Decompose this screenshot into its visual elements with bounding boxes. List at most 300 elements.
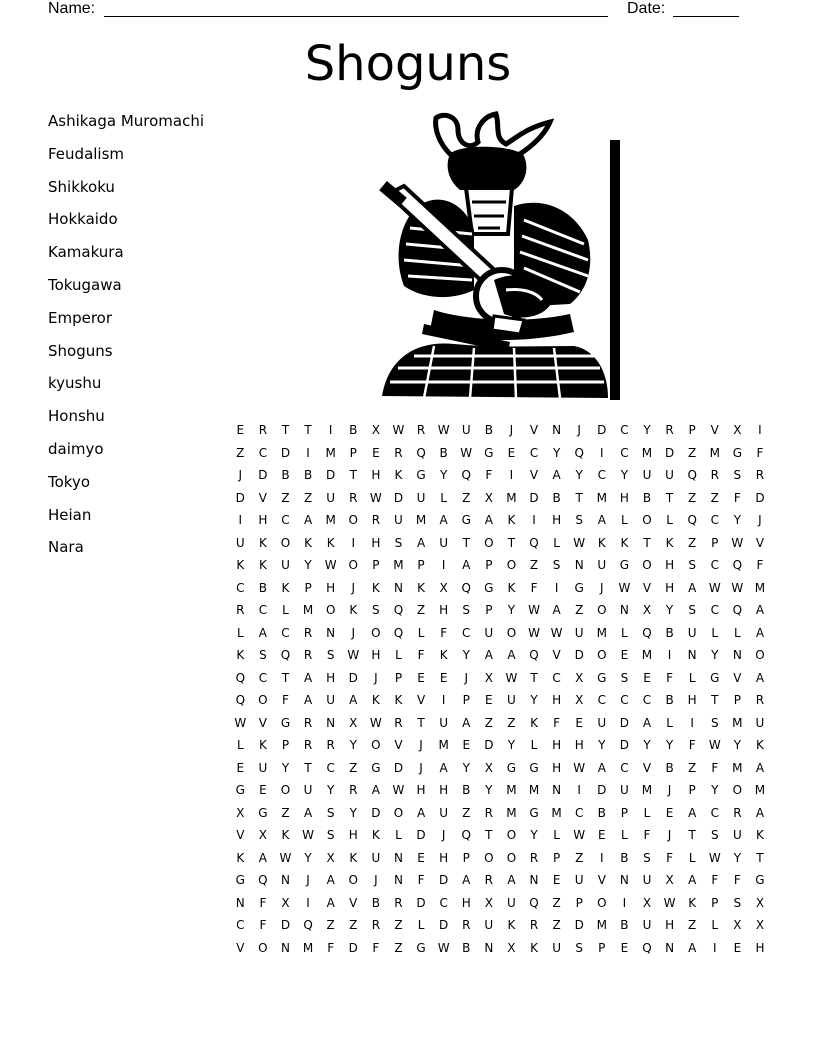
- grid-letter[interactable]: H: [416, 783, 426, 798]
- grid-letter[interactable]: H: [552, 738, 562, 753]
- grid-letter[interactable]: O: [642, 558, 652, 573]
- grid-letter[interactable]: S: [462, 603, 471, 618]
- grid-letter[interactable]: O: [484, 850, 494, 865]
- grid-letter[interactable]: O: [393, 805, 404, 820]
- grid-letter[interactable]: X: [733, 918, 742, 933]
- grid-letter[interactable]: Y: [598, 738, 606, 753]
- grid-letter[interactable]: U: [281, 558, 290, 573]
- grid-letter[interactable]: F: [711, 760, 719, 775]
- grid-letter[interactable]: A: [755, 625, 765, 640]
- grid-letter[interactable]: G: [416, 940, 426, 955]
- grid-letter[interactable]: J: [667, 783, 672, 798]
- grid-letter[interactable]: M: [596, 625, 607, 640]
- grid-letter[interactable]: E: [575, 715, 583, 730]
- grid-letter[interactable]: V: [529, 423, 539, 438]
- grid-letter[interactable]: V: [258, 715, 267, 730]
- grid-letter[interactable]: W: [437, 423, 450, 438]
- grid-letter[interactable]: M: [754, 783, 766, 798]
- grid-letter[interactable]: U: [416, 490, 426, 505]
- grid-letter[interactable]: E: [485, 693, 493, 708]
- grid-letter[interactable]: W: [731, 580, 744, 595]
- grid-letter[interactable]: S: [575, 513, 584, 528]
- grid-letter[interactable]: O: [597, 648, 607, 663]
- grid-letter[interactable]: K: [258, 738, 267, 753]
- grid-letter[interactable]: H: [619, 490, 629, 505]
- grid-letter[interactable]: T: [643, 535, 651, 550]
- grid-letter[interactable]: E: [598, 828, 606, 843]
- grid-letter[interactable]: Q: [529, 648, 539, 663]
- grid-letter[interactable]: M: [506, 783, 517, 798]
- grid-letter[interactable]: U: [484, 625, 494, 640]
- grid-letter[interactable]: Q: [258, 873, 268, 888]
- grid-letter[interactable]: F: [327, 940, 335, 955]
- grid-letter[interactable]: N: [732, 648, 742, 663]
- grid-letter[interactable]: G: [371, 760, 381, 775]
- grid-letter[interactable]: C: [710, 513, 719, 528]
- grid-letter[interactable]: Q: [642, 625, 652, 640]
- grid-letter[interactable]: V: [552, 648, 561, 663]
- grid-letter[interactable]: P: [417, 558, 425, 573]
- grid-letter[interactable]: U: [597, 558, 607, 573]
- grid-letter[interactable]: I: [306, 445, 310, 460]
- grid-letter[interactable]: W: [550, 625, 563, 640]
- grid-letter[interactable]: K: [236, 648, 245, 663]
- grid-letter[interactable]: H: [439, 603, 449, 618]
- grid-letter[interactable]: H: [665, 558, 675, 573]
- grid-letter[interactable]: Y: [711, 648, 719, 663]
- grid-letter[interactable]: F: [553, 715, 561, 730]
- grid-letter[interactable]: G: [484, 580, 494, 595]
- grid-letter[interactable]: G: [529, 760, 539, 775]
- grid-letter[interactable]: D: [326, 468, 336, 483]
- grid-letter[interactable]: I: [441, 558, 446, 573]
- grid-letter[interactable]: S: [688, 603, 696, 618]
- grid-letter[interactable]: C: [236, 580, 245, 595]
- grid-letter[interactable]: Z: [349, 918, 358, 933]
- grid-letter[interactable]: Y: [507, 738, 516, 753]
- grid-letter[interactable]: Y: [575, 468, 583, 483]
- grid-letter[interactable]: X: [484, 895, 493, 910]
- grid-letter[interactable]: M: [641, 783, 653, 798]
- grid-letter[interactable]: K: [258, 558, 267, 573]
- grid-letter[interactable]: D: [574, 918, 584, 933]
- grid-letter[interactable]: S: [326, 648, 335, 663]
- grid-letter[interactable]: H: [665, 580, 675, 595]
- grid-letter[interactable]: B: [620, 850, 629, 865]
- grid-letter[interactable]: I: [712, 940, 717, 955]
- grid-letter[interactable]: R: [710, 468, 719, 483]
- grid-letter[interactable]: Y: [530, 828, 538, 843]
- grid-letter[interactable]: R: [529, 850, 539, 865]
- grid-letter[interactable]: L: [711, 918, 719, 933]
- grid-letter[interactable]: R: [394, 715, 403, 730]
- grid-letter[interactable]: E: [620, 648, 629, 663]
- grid-letter[interactable]: A: [258, 625, 267, 640]
- grid-letter[interactable]: U: [597, 715, 607, 730]
- grid-letter[interactable]: P: [575, 895, 583, 910]
- grid-letter[interactable]: S: [372, 603, 380, 618]
- grid-letter[interactable]: X: [236, 805, 245, 820]
- grid-letter[interactable]: K: [756, 828, 764, 843]
- grid-letter[interactable]: Y: [665, 603, 674, 618]
- grid-letter[interactable]: V: [236, 828, 245, 843]
- grid-letter[interactable]: N: [619, 873, 629, 888]
- grid-letter[interactable]: C: [620, 445, 629, 460]
- grid-letter[interactable]: Y: [304, 850, 312, 865]
- grid-letter[interactable]: K: [507, 918, 516, 933]
- grid-letter[interactable]: H: [371, 648, 381, 663]
- grid-letter[interactable]: Z: [688, 760, 697, 775]
- grid-letter[interactable]: D: [416, 828, 426, 843]
- grid-letter[interactable]: B: [665, 625, 674, 640]
- date-write-line[interactable]: [673, 16, 739, 17]
- grid-letter[interactable]: D: [664, 445, 675, 460]
- grid-letter[interactable]: Z: [529, 558, 539, 573]
- grid-letter[interactable]: L: [666, 715, 673, 730]
- grid-letter[interactable]: X: [349, 715, 358, 730]
- grid-letter[interactable]: K: [326, 535, 335, 550]
- grid-letter[interactable]: K: [281, 828, 290, 843]
- grid-letter[interactable]: G: [461, 513, 471, 528]
- grid-letter[interactable]: Y: [462, 760, 470, 775]
- grid-letter[interactable]: J: [464, 670, 468, 685]
- grid-letter[interactable]: I: [600, 445, 604, 460]
- grid-letter[interactable]: Z: [688, 535, 697, 550]
- grid-letter[interactable]: N: [393, 850, 403, 865]
- grid-letter[interactable]: C: [620, 423, 629, 438]
- grid-letter[interactable]: Q: [574, 445, 584, 460]
- grid-letter[interactable]: Y: [507, 603, 516, 618]
- grid-letter[interactable]: X: [439, 580, 448, 595]
- grid-letter[interactable]: R: [303, 738, 313, 753]
- grid-letter[interactable]: F: [530, 580, 538, 595]
- grid-letter[interactable]: J: [374, 873, 378, 888]
- grid-letter[interactable]: X: [484, 670, 493, 685]
- grid-letter[interactable]: D: [371, 805, 381, 820]
- grid-letter[interactable]: C: [597, 693, 606, 708]
- grid-letter[interactable]: A: [507, 873, 516, 888]
- grid-letter[interactable]: T: [507, 535, 516, 550]
- grid-letter[interactable]: L: [236, 738, 244, 753]
- grid-letter[interactable]: R: [529, 918, 539, 933]
- grid-letter[interactable]: T: [665, 490, 674, 505]
- grid-letter[interactable]: X: [733, 423, 742, 438]
- grid-letter[interactable]: P: [598, 940, 606, 955]
- grid-letter[interactable]: L: [440, 490, 447, 505]
- grid-letter[interactable]: O: [506, 828, 517, 843]
- grid-letter[interactable]: I: [577, 783, 581, 798]
- grid-letter[interactable]: K: [756, 738, 764, 753]
- grid-letter[interactable]: R: [394, 445, 403, 460]
- grid-letter[interactable]: Z: [394, 918, 403, 933]
- grid-letter[interactable]: O: [280, 535, 291, 550]
- grid-letter[interactable]: I: [667, 648, 672, 663]
- grid-letter[interactable]: Y: [349, 738, 357, 753]
- grid-letter[interactable]: P: [485, 558, 493, 573]
- grid-letter[interactable]: P: [462, 850, 470, 865]
- grid-letter[interactable]: A: [755, 805, 765, 820]
- grid-letter[interactable]: U: [619, 783, 629, 798]
- grid-letter[interactable]: O: [506, 625, 517, 640]
- grid-letter[interactable]: M: [551, 805, 562, 820]
- grid-letter[interactable]: D: [484, 738, 494, 753]
- grid-letter[interactable]: N: [484, 940, 494, 955]
- grid-letter[interactable]: K: [371, 580, 380, 595]
- grid-letter[interactable]: Y: [643, 738, 651, 753]
- grid-letter[interactable]: W: [708, 850, 721, 865]
- grid-letter[interactable]: K: [281, 580, 290, 595]
- grid-letter[interactable]: D: [416, 895, 426, 910]
- grid-letter[interactable]: M: [438, 738, 449, 753]
- grid-letter[interactable]: Y: [733, 738, 742, 753]
- grid-letter[interactable]: Q: [280, 648, 291, 663]
- grid-letter[interactable]: V: [755, 535, 765, 550]
- grid-letter[interactable]: A: [552, 603, 561, 618]
- grid-letter[interactable]: X: [575, 670, 584, 685]
- grid-letter[interactable]: Y: [485, 783, 493, 798]
- grid-letter[interactable]: H: [574, 738, 584, 753]
- grid-letter[interactable]: U: [394, 513, 403, 528]
- grid-letter[interactable]: W: [708, 738, 721, 753]
- grid-letter[interactable]: X: [755, 918, 765, 933]
- grid-letter[interactable]: I: [238, 513, 243, 528]
- grid-letter[interactable]: L: [236, 625, 244, 640]
- grid-letter[interactable]: B: [665, 760, 674, 775]
- grid-letter[interactable]: F: [372, 940, 380, 955]
- grid-letter[interactable]: U: [303, 783, 313, 798]
- grid-letter[interactable]: P: [394, 670, 403, 685]
- grid-letter[interactable]: N: [574, 558, 584, 573]
- grid-letter[interactable]: O: [732, 783, 743, 798]
- grid-letter[interactable]: W: [392, 423, 405, 438]
- grid-letter[interactable]: Z: [281, 490, 290, 505]
- grid-letter[interactable]: J: [441, 828, 446, 843]
- grid-letter[interactable]: G: [574, 580, 584, 595]
- grid-letter[interactable]: I: [306, 895, 310, 910]
- grid-letter[interactable]: U: [326, 490, 336, 505]
- grid-letter[interactable]: B: [462, 940, 471, 955]
- grid-letter[interactable]: G: [732, 445, 743, 460]
- grid-letter[interactable]: E: [236, 423, 245, 438]
- grid-letter[interactable]: A: [416, 535, 426, 550]
- grid-letter[interactable]: L: [530, 738, 538, 753]
- grid-letter[interactable]: G: [235, 873, 245, 888]
- grid-letter[interactable]: R: [303, 625, 313, 640]
- grid-letter[interactable]: H: [371, 468, 381, 483]
- grid-letter[interactable]: M: [596, 490, 607, 505]
- grid-letter[interactable]: Y: [439, 468, 448, 483]
- grid-letter[interactable]: T: [575, 490, 583, 505]
- grid-letter[interactable]: M: [325, 445, 336, 460]
- grid-letter[interactable]: A: [326, 873, 335, 888]
- grid-letter[interactable]: F: [485, 468, 493, 483]
- grid-letter[interactable]: R: [349, 783, 358, 798]
- grid-letter[interactable]: C: [258, 445, 268, 460]
- grid-letter[interactable]: S: [688, 558, 696, 573]
- grid-letter[interactable]: U: [326, 693, 336, 708]
- grid-letter[interactable]: U: [732, 828, 742, 843]
- grid-letter[interactable]: K: [236, 850, 245, 865]
- grid-letter[interactable]: G: [619, 558, 630, 573]
- grid-letter[interactable]: K: [417, 580, 425, 595]
- grid-letter[interactable]: X: [258, 828, 267, 843]
- grid-letter[interactable]: D: [348, 940, 358, 955]
- grid-letter[interactable]: C: [620, 760, 629, 775]
- grid-letter[interactable]: O: [348, 873, 358, 888]
- grid-letter[interactable]: T: [462, 535, 470, 550]
- grid-letter[interactable]: U: [439, 715, 449, 730]
- grid-letter[interactable]: A: [462, 873, 471, 888]
- grid-letter[interactable]: M: [506, 490, 517, 505]
- grid-letter[interactable]: W: [573, 828, 586, 843]
- grid-letter[interactable]: R: [733, 805, 742, 820]
- grid-letter[interactable]: U: [552, 940, 561, 955]
- grid-letter[interactable]: A: [688, 940, 697, 955]
- grid-letter[interactable]: I: [532, 513, 536, 528]
- grid-letter[interactable]: X: [642, 895, 652, 910]
- grid-letter[interactable]: S: [552, 558, 561, 573]
- grid-letter[interactable]: G: [529, 805, 539, 820]
- grid-letter[interactable]: C: [575, 805, 584, 820]
- grid-letter[interactable]: M: [415, 513, 427, 528]
- grid-letter[interactable]: K: [530, 940, 538, 955]
- grid-letter[interactable]: J: [509, 423, 514, 438]
- grid-letter[interactable]: P: [620, 805, 629, 820]
- grid-letter[interactable]: Y: [711, 783, 719, 798]
- grid-letter[interactable]: I: [351, 535, 356, 550]
- grid-letter[interactable]: H: [552, 760, 562, 775]
- grid-letter[interactable]: G: [280, 715, 291, 730]
- grid-letter[interactable]: N: [687, 648, 697, 663]
- grid-letter[interactable]: P: [372, 558, 380, 573]
- grid-letter[interactable]: F: [259, 895, 267, 910]
- grid-letter[interactable]: G: [484, 445, 494, 460]
- grid-letter[interactable]: B: [665, 693, 674, 708]
- grid-letter[interactable]: U: [642, 873, 652, 888]
- grid-letter[interactable]: V: [529, 468, 539, 483]
- grid-letter[interactable]: Y: [349, 805, 357, 820]
- grid-letter[interactable]: D: [597, 423, 607, 438]
- grid-letter[interactable]: U: [507, 693, 516, 708]
- grid-letter[interactable]: C: [258, 670, 268, 685]
- grid-letter[interactable]: F: [643, 828, 651, 843]
- grid-letter[interactable]: Y: [552, 445, 561, 460]
- grid-letter[interactable]: R: [349, 490, 358, 505]
- grid-letter[interactable]: K: [371, 693, 380, 708]
- grid-letter[interactable]: O: [348, 558, 358, 573]
- grid-letter[interactable]: O: [371, 738, 381, 753]
- grid-letter[interactable]: S: [326, 805, 335, 820]
- grid-letter[interactable]: B: [552, 490, 561, 505]
- grid-letter[interactable]: J: [238, 468, 243, 483]
- grid-letter[interactable]: Z: [575, 603, 584, 618]
- grid-letter[interactable]: V: [258, 490, 267, 505]
- grid-letter[interactable]: Q: [416, 445, 426, 460]
- grid-letter[interactable]: S: [326, 828, 335, 843]
- grid-letter[interactable]: Q: [393, 603, 404, 618]
- grid-letter[interactable]: B: [439, 445, 448, 460]
- grid-letter[interactable]: V: [394, 738, 403, 753]
- grid-letter[interactable]: Q: [529, 895, 539, 910]
- grid-letter[interactable]: I: [622, 895, 627, 910]
- grid-letter[interactable]: U: [461, 423, 471, 438]
- grid-letter[interactable]: X: [755, 895, 765, 910]
- grid-letter[interactable]: R: [236, 603, 245, 618]
- grid-letter[interactable]: J: [306, 873, 310, 888]
- grid-letter[interactable]: T: [417, 715, 425, 730]
- grid-letter[interactable]: N: [280, 873, 290, 888]
- grid-letter[interactable]: F: [733, 490, 741, 505]
- grid-letter[interactable]: B: [281, 468, 290, 483]
- grid-letter[interactable]: A: [303, 670, 313, 685]
- grid-letter[interactable]: L: [711, 625, 719, 640]
- grid-letter[interactable]: C: [258, 603, 268, 618]
- grid-letter[interactable]: A: [755, 670, 765, 685]
- grid-letter[interactable]: A: [688, 805, 697, 820]
- grid-letter[interactable]: W: [573, 535, 586, 550]
- grid-letter[interactable]: A: [755, 603, 765, 618]
- grid-letter[interactable]: S: [394, 535, 403, 550]
- grid-letter[interactable]: M: [732, 715, 743, 730]
- grid-letter[interactable]: Z: [303, 490, 313, 505]
- grid-letter[interactable]: X: [642, 603, 652, 618]
- grid-letter[interactable]: G: [710, 670, 720, 685]
- grid-letter[interactable]: E: [507, 445, 516, 460]
- grid-letter[interactable]: W: [528, 625, 540, 640]
- grid-letter[interactable]: E: [372, 445, 380, 460]
- grid-letter[interactable]: P: [281, 738, 290, 753]
- grid-letter[interactable]: O: [755, 648, 765, 663]
- grid-letter[interactable]: D: [439, 918, 449, 933]
- grid-letter[interactable]: T: [688, 828, 696, 843]
- grid-letter[interactable]: R: [484, 805, 493, 820]
- grid-letter[interactable]: A: [484, 648, 493, 663]
- grid-letter[interactable]: G: [416, 468, 426, 483]
- grid-letter[interactable]: K: [349, 850, 358, 865]
- grid-letter[interactable]: A: [258, 850, 267, 865]
- grid-letter[interactable]: G: [755, 873, 765, 888]
- grid-letter[interactable]: C: [710, 558, 719, 573]
- grid-letter[interactable]: S: [710, 828, 719, 843]
- grid-letter[interactable]: V: [642, 760, 652, 775]
- grid-letter[interactable]: B: [620, 918, 629, 933]
- grid-letter[interactable]: X: [281, 895, 290, 910]
- grid-letter[interactable]: J: [667, 828, 672, 843]
- grid-letter[interactable]: D: [348, 670, 358, 685]
- grid-letter[interactable]: U: [642, 918, 652, 933]
- grid-letter[interactable]: F: [733, 873, 741, 888]
- grid-letter[interactable]: Y: [620, 468, 629, 483]
- grid-letter[interactable]: E: [439, 670, 448, 685]
- grid-letter[interactable]: O: [597, 603, 607, 618]
- grid-letter[interactable]: R: [371, 513, 381, 528]
- grid-letter[interactable]: Q: [303, 918, 313, 933]
- grid-letter[interactable]: X: [575, 693, 584, 708]
- grid-letter[interactable]: L: [621, 513, 628, 528]
- grid-letter[interactable]: Z: [710, 490, 719, 505]
- grid-letter[interactable]: Y: [530, 693, 538, 708]
- grid-letter[interactable]: W: [528, 603, 540, 618]
- grid-letter[interactable]: H: [371, 535, 381, 550]
- grid-letter[interactable]: R: [258, 423, 268, 438]
- grid-letter[interactable]: E: [733, 940, 742, 955]
- grid-letter[interactable]: Q: [393, 625, 404, 640]
- grid-letter[interactable]: W: [663, 895, 676, 910]
- grid-letter[interactable]: M: [709, 445, 720, 460]
- grid-letter[interactable]: A: [597, 513, 606, 528]
- grid-letter[interactable]: U: [439, 535, 449, 550]
- grid-letter[interactable]: T: [349, 468, 357, 483]
